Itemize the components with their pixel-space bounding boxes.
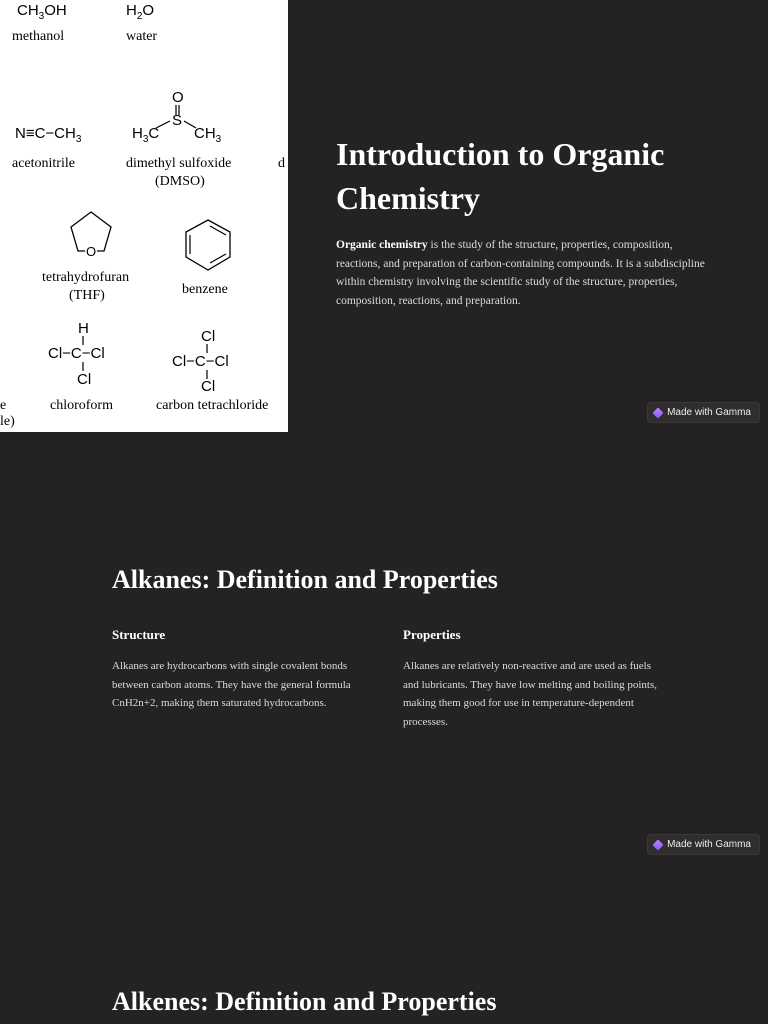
- column-heading: Properties: [403, 627, 461, 642]
- benzene-structure: [186, 220, 230, 270]
- water-formula: $H_2O$: [126, 2, 155, 22]
- acetonitrile-formula: $N\equiv C-CH_3$: [15, 125, 82, 145]
- slide-title: Alkenes: Definition and Properties: [112, 987, 497, 1016]
- slide-alkenes: [0, 864, 768, 1024]
- carbon-tetrachloride-structure: [172, 328, 229, 395]
- svg-text:CH3: $CH_3$: [194, 125, 222, 145]
- svg-text:O: O: [86, 244, 97, 259]
- gamma-logo-icon: [652, 839, 663, 850]
- benzene-label: benzene: [182, 282, 228, 297]
- column-heading: Structure: [112, 627, 166, 642]
- svg-text:Cl−C−Cl: Cl−C−Cl: [172, 353, 229, 370]
- thf-abbrev: (THF): [69, 288, 105, 303]
- chloroform-structure: [48, 320, 105, 388]
- carbon-tetrachloride-label: carbon tetrachloride: [156, 398, 269, 413]
- svg-text:H: H: [78, 320, 89, 337]
- structure-column: [112, 627, 362, 713]
- svg-text:S: S: [172, 112, 183, 129]
- acetonitrile-label: acetonitrile: [12, 156, 75, 171]
- svg-text:O: O: [172, 89, 184, 106]
- gamma-logo-icon: [652, 407, 663, 418]
- svg-text:Cl: Cl: [201, 378, 216, 395]
- paragraph-text: is the study of the structure, properties, composition, reactions, and preparation of carbon-containing compounds. It is a subdiscipline within chemistry involving the scientific study of the structure, properties, composition, reactions, and preparation.: [336, 239, 705, 307]
- svg-text:Cl−C−Cl: Cl−C−Cl: [48, 345, 105, 362]
- made-with-gamma-badge[interactable]: [647, 834, 760, 855]
- svg-text:Cl: Cl: [77, 371, 92, 388]
- chloroform-label: chloroform: [50, 398, 113, 413]
- thf-label: tetrahydrofuran: [42, 270, 130, 285]
- solvents-structures-image: [0, 0, 288, 432]
- cut-off-text-left-bottom: le): [0, 414, 15, 429]
- thf-structure: [71, 212, 111, 259]
- paragraph-bold-term: Organic chemistry: [336, 239, 428, 251]
- svg-text:Cl: Cl: [201, 328, 216, 345]
- dmso-structure: [132, 89, 222, 145]
- dmso-abbrev: (DMSO): [155, 174, 205, 189]
- slide-introduction: [0, 0, 768, 432]
- slide-alkanes: [0, 432, 768, 864]
- column-text: Alkanes are hydrocarbons with single covalent bonds between carbon atoms. They have the general formula CnH2n+2, making them saturated hydrocarbons.: [112, 660, 351, 709]
- methanol-label: methanol: [12, 29, 65, 44]
- badge-label: Made with Gamma: [667, 407, 751, 418]
- water-label: water: [126, 29, 158, 44]
- properties-column: [403, 627, 663, 731]
- made-with-gamma-badge[interactable]: [647, 402, 760, 423]
- badge-label: Made with Gamma: [667, 839, 751, 850]
- slide-title: Alkanes: Definition and Properties: [112, 565, 498, 594]
- intro-paragraph: [336, 236, 716, 310]
- svg-text:H3C: $H_3C$: [132, 125, 160, 145]
- slide-title: Introduction to Organic Chemistry: [336, 136, 665, 216]
- methanol-formula: $CH_3OH$: [17, 2, 67, 22]
- dmso-label: dimethyl sulfoxide: [126, 156, 232, 171]
- cut-off-text-right: d: [278, 156, 285, 171]
- cut-off-text-left-top: e: [0, 398, 7, 413]
- column-text: Alkanes are relatively non-reactive and are used as fuels and lubricants. They have low melting and boiling points, making them good for use in temperature-dependent processes.: [403, 660, 657, 728]
- solvent-structures-diagram: [0, 0, 288, 432]
